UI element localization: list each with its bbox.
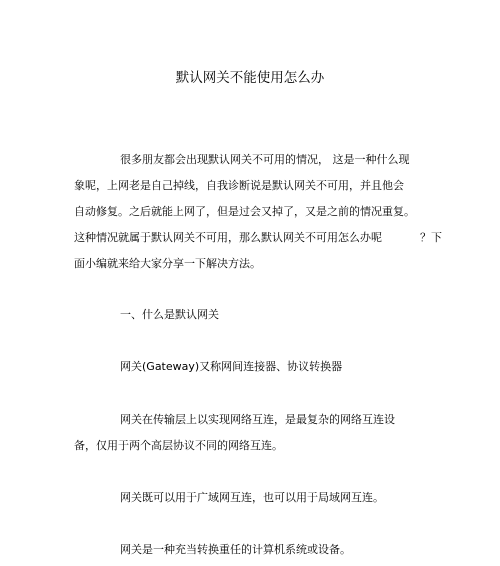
- wan-lan-paragraph: [74, 485, 434, 511]
- wan-lan-text: 网关既可以用于广域网互连，也可以用于局域网互连。: [120, 491, 384, 504]
- intro-paragraph: [74, 147, 442, 277]
- document-title: 默认网关不能使用怎么办: [175, 70, 325, 86]
- network-layer-line-1: 网关在传输层上以实现网络互连，是最复杂的网络互连设: [120, 413, 395, 426]
- intro-line-4-end: ？下: [420, 231, 442, 244]
- intro-line-1: 很多朋友都会出现默认网关不可用的情况， 这是一种什么现: [120, 153, 410, 166]
- section-heading-text: 一、什么是默认网关: [120, 308, 219, 321]
- network-layer-line-2: 备，仅用于两个高层协议不同的网络互连。: [74, 439, 283, 452]
- gateway-definition: [74, 354, 434, 380]
- intro-line-5: 面小编就来给大家分享一下解决方法。: [74, 257, 261, 270]
- section-1-heading: [74, 302, 434, 328]
- intro-line-4-main: 这种情况就属于默认网关不可用，那么默认网关不可用怎么办呢: [74, 231, 382, 244]
- intro-line-4: [74, 225, 442, 251]
- network-layer-paragraph: [74, 407, 434, 459]
- intro-line-3: 自动修复。之后就能上网了，但是过会又掉了，又是之前的情况重复。: [74, 205, 415, 218]
- gateway-definition-text: 网关(Gateway)又称网间连接器、协议转换器: [120, 360, 343, 373]
- translator-paragraph: [74, 537, 434, 563]
- intro-line-2: 象呢，上网老是自己掉线，自我诊断说是默认网关不可用，并且他会: [74, 179, 404, 192]
- translator-text: 网关是一种充当转换重任的计算机系统或设备。: [120, 543, 351, 556]
